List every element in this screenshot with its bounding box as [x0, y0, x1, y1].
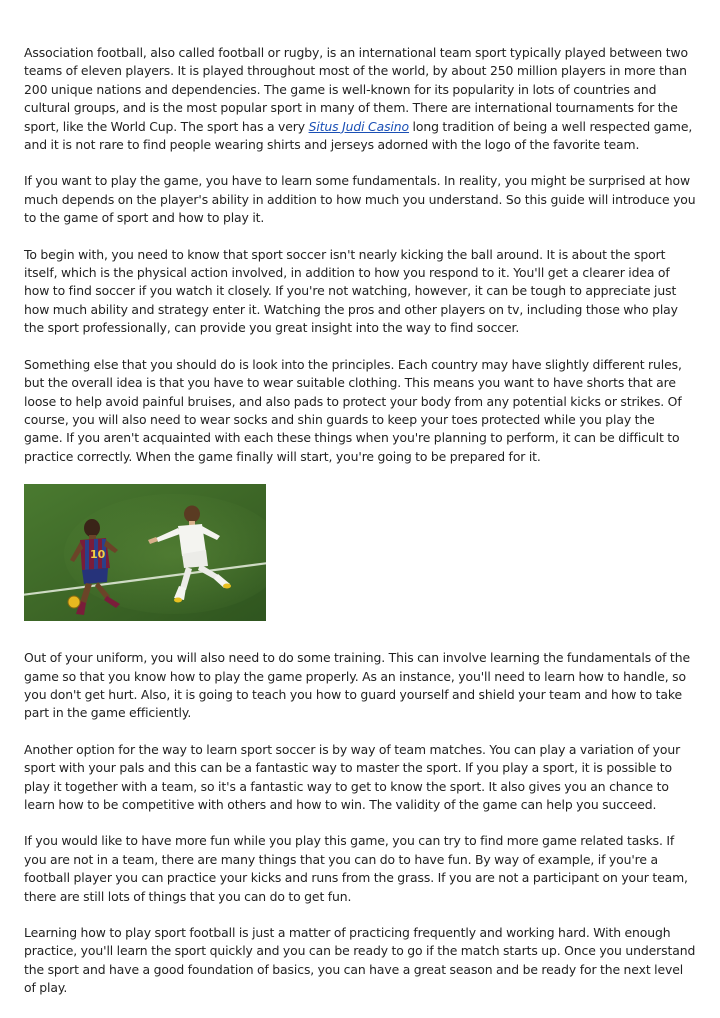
paragraph-6: Another option for the way to learn sport soccer is by way of team matches. You can play a variation of your sport with your pals and this can be a fantastic way to master the sport. If you play a sport, it is possible to play it together with a team, so it's a fantastic way to get to know the sport. It also gives you an chance to learn how to be competitive with others and how to win. The validity of the game can help you succeed. — [24, 741, 681, 812]
paragraph-1 — [24, 44, 696, 154]
paragraph-1-text-end: long tradition of being a well respected game, and it is not rare to find people wearing shirts and jerseys adorned with the logo of the favorite team. — [24, 118, 693, 153]
football-players-photo — [24, 484, 266, 621]
paragraph-2: If you want to play the game, you have to learn some fundamentals. In reality, you might be surprised at how much depends on the player's ability in addition to how much you understand. So this guide will introduce you to the game of sport and how to play it. — [24, 173, 696, 226]
paragraph-3: To begin with, you need to know that sport soccer isn't nearly kicking the ball around. It is about the sport itself, which is the physical action involved, in addition to how you respond to it. You'll get a clearer idea of how to find soccer if you watch it closely. If you're not watching, however, it can be tough to appreciate just how much ability and strategy enter it. Watching the pros and other players on tv, including those who play the sport professionally, can provide you great insight into the way to find soccer. — [24, 246, 678, 336]
jersey-number: 10 — [90, 548, 106, 562]
paragraph-8: Learning how to play sport football is just a matter of practicing frequently and working hard. With enough practice, you'll learn the sport quickly and you can be ready to go if the match starts up. Once you understand the sport and have a good foundation of basics, you can have a great season and be ready for the next level of play. — [24, 925, 696, 996]
situs-judi-casino-link[interactable]: Situs Judi Casino — [308, 118, 410, 134]
article-body — [24, 44, 696, 1016]
football-players-illustration — [24, 484, 266, 621]
paragraph-5: Out of your uniform, you will also need to do some training. This can involve learning the fundamentals of the game so that you know how to play the game properly. As an instance, you'll need to learn how to handle, so you don't get hurt. Also, it is going to teach you how to guard yourself and shield your team and how to take part in the game efficiently. — [24, 650, 690, 721]
paragraph-4: Something else that you should do is look into the principles. Each country may have slightly different rules, but the overall idea is that you have to wear suitable clothing. This means you want to have shorts that are loose to help avoid painful bruises, and also pads to protect your body from any potential kicks or strikes. Of course, you will also need to wear socks and shin guards to keep your toes protected while you play the game. If you aren't acquainted with each these things when you're planning to perform, it can be difficult to practice correctly. When the game finally will start, you're going to be prepared for it. — [24, 356, 682, 464]
paragraph-1-text-start: Association football, also called football or rugby, is an international team sport typically played between two teams of eleven players. It is played throughout most of the world, by about 250 million players in more than 200 unique nations and dependencies. The game is well-known for its popularity in lots of countries and cultural groups, and is the most popular sport in many of them. There are international tournaments for the sport, like the World Cup. The sport has a very — [24, 45, 689, 134]
football-ball — [68, 596, 80, 608]
paragraph-7: If you would like to have more fun while you play this game, you can try to find more game related tasks. If you are not in a team, there are many things that you can do to have fun. By way of example, if you're a football player you can practice your kicks and runs from the grass. If you are not a participant on your team, there are still lots of things that you can do to get fun. — [24, 833, 688, 904]
